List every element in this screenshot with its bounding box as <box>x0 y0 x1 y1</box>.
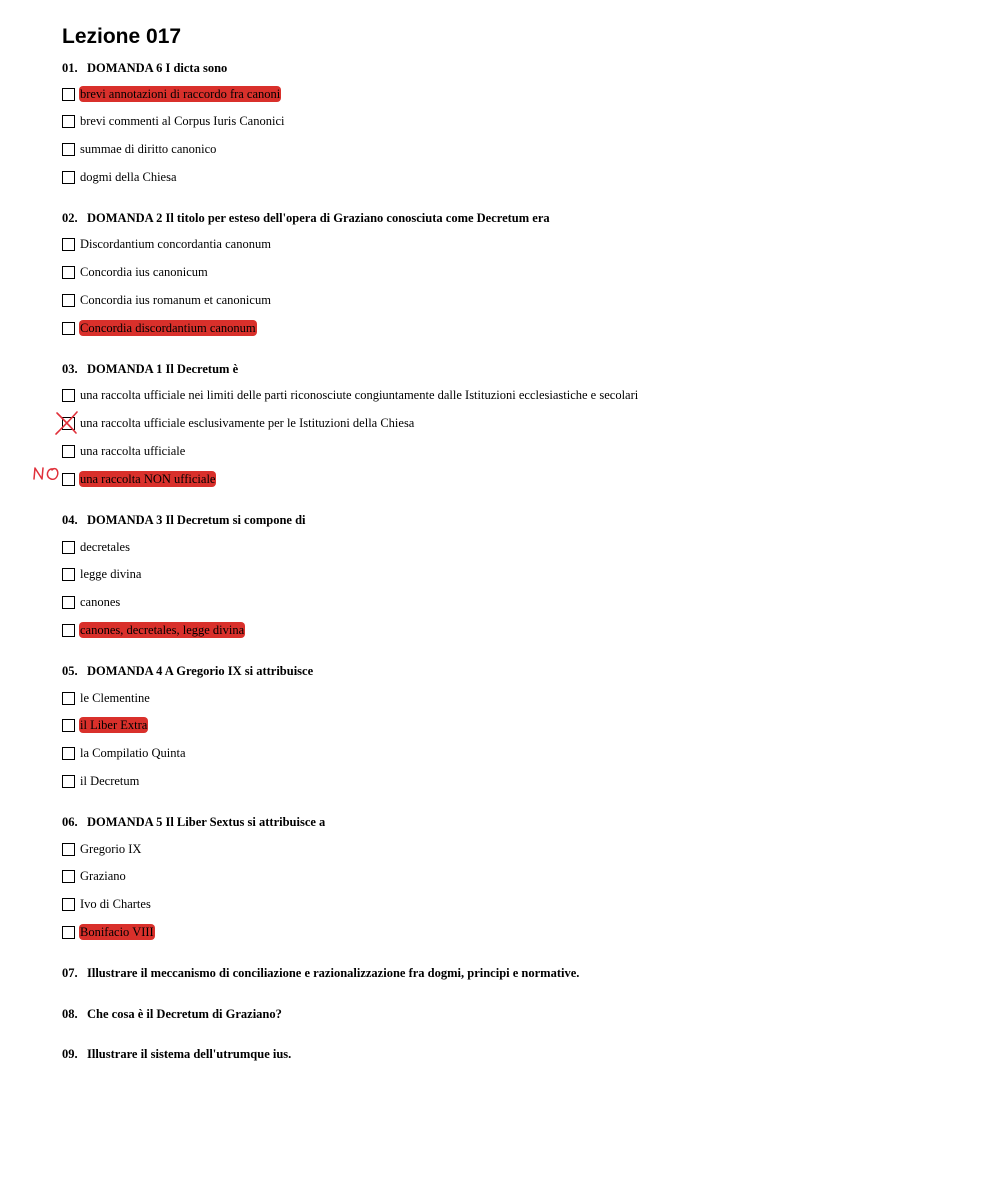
checkbox[interactable] <box>62 898 75 911</box>
option-label: Ivo di Chartes <box>80 897 151 911</box>
option-label: Discordantium concordantia canonum <box>80 237 271 251</box>
checkbox[interactable] <box>62 115 75 128</box>
question-3-heading <box>62 361 238 377</box>
question-text: DOMANDA 2 Il titolo per esteso dell'opera di Graziano conosciuta come Decretum era <box>87 211 550 225</box>
option-4b[interactable] <box>62 565 142 583</box>
option-label: Concordia ius canonicum <box>80 265 208 279</box>
option-6a[interactable] <box>62 840 142 858</box>
question-8-heading <box>62 1006 282 1022</box>
question-number: 06. <box>62 815 78 829</box>
checkbox[interactable] <box>62 417 75 430</box>
option-label: Concordia discordantium canonum <box>80 321 256 335</box>
question-text: Illustrare il meccanismo di conciliazione e razionalizzazione fra dogmi, principi e normative. <box>87 966 580 980</box>
option-6c[interactable] <box>62 895 152 913</box>
option-3c[interactable] <box>62 442 186 460</box>
option-label: dogmi della Chiesa <box>80 170 177 184</box>
option-1c[interactable] <box>62 140 217 158</box>
option-label: legge divina <box>80 567 142 581</box>
question-6-heading <box>62 814 325 830</box>
question-number: 02. <box>62 211 78 225</box>
option-label: una raccolta NON ufficiale <box>80 472 216 486</box>
checkbox[interactable] <box>62 294 75 307</box>
checkbox[interactable] <box>62 389 75 402</box>
checkbox[interactable] <box>62 719 75 732</box>
page-title: Lezione 017 <box>62 25 182 48</box>
checkbox[interactable] <box>62 171 75 184</box>
question-text: DOMANDA 3 Il Decretum si compone di <box>87 513 306 527</box>
option-4a[interactable] <box>62 538 131 556</box>
checkbox[interactable] <box>62 238 75 251</box>
option-label: brevi annotazioni di raccordo fra canoni <box>80 87 281 101</box>
option-5a[interactable] <box>62 689 151 707</box>
option-label: Bonifacio VIII <box>80 925 154 939</box>
option-3a[interactable] <box>62 386 639 404</box>
question-2-heading <box>62 210 550 226</box>
question-number: 09. <box>62 1047 78 1061</box>
checkbox[interactable] <box>62 541 75 554</box>
checkbox[interactable] <box>62 445 75 458</box>
option-5d[interactable] <box>62 772 140 790</box>
checkbox[interactable] <box>62 624 75 637</box>
option-1a[interactable] <box>62 85 281 103</box>
option-label: summae di diritto canonico <box>80 142 217 156</box>
option-label: decretales <box>80 540 130 554</box>
option-5b[interactable] <box>62 716 148 734</box>
option-3b[interactable] <box>62 414 415 432</box>
checkbox[interactable] <box>62 692 75 705</box>
question-number: 07. <box>62 966 78 980</box>
option-6b[interactable] <box>62 867 127 885</box>
checkbox[interactable] <box>62 88 75 101</box>
option-label: il Decretum <box>80 774 140 788</box>
option-label: Graziano <box>80 869 126 883</box>
handwritten-no-note <box>32 464 62 484</box>
option-label: Gregorio IX <box>80 842 142 856</box>
checkbox[interactable] <box>62 870 75 883</box>
checkbox[interactable] <box>62 596 75 609</box>
option-label: Concordia ius romanum et canonicum <box>80 293 271 307</box>
question-text: Illustrare il sistema dell'utrumque ius. <box>87 1047 292 1061</box>
checkbox[interactable] <box>62 143 75 156</box>
checkbox[interactable] <box>62 775 75 788</box>
question-text: DOMANDA 6 I dicta sono <box>87 61 228 75</box>
checkbox[interactable] <box>62 926 75 939</box>
option-label: le Clementine <box>80 691 150 705</box>
option-label: canones <box>80 595 121 609</box>
question-number: 05. <box>62 664 78 678</box>
question-5-heading <box>62 663 313 679</box>
option-label: canones, decretales, legge divina <box>80 623 245 637</box>
option-2b[interactable] <box>62 263 209 281</box>
question-number: 03. <box>62 362 78 376</box>
option-5c[interactable] <box>62 744 187 762</box>
checkbox[interactable] <box>62 322 75 335</box>
question-number: 08. <box>62 1007 78 1021</box>
checkbox[interactable] <box>62 843 75 856</box>
checkbox[interactable] <box>62 747 75 760</box>
option-label: il Liber Extra <box>80 718 148 732</box>
option-1b[interactable] <box>62 112 285 130</box>
option-4c[interactable] <box>62 593 121 611</box>
option-label: una raccolta ufficiale <box>80 444 186 458</box>
question-7-heading <box>62 965 579 981</box>
question-4-heading <box>62 512 306 528</box>
option-6d[interactable] <box>62 923 155 941</box>
option-label: la Compilatio Quinta <box>80 746 186 760</box>
question-number: 04. <box>62 513 78 527</box>
option-2c[interactable] <box>62 291 272 309</box>
checkbox[interactable] <box>62 473 75 486</box>
question-text: DOMANDA 1 Il Decretum è <box>87 362 239 376</box>
question-text: DOMANDA 5 Il Liber Sextus si attribuisce a <box>87 815 326 829</box>
question-1-heading <box>62 60 227 76</box>
question-9-heading <box>62 1046 291 1062</box>
option-label: una raccolta ufficiale nei limiti delle parti riconosciute congiuntamente dalle Istituzioni ecclesiastiche e secolari <box>80 388 639 402</box>
option-2d[interactable] <box>62 319 257 337</box>
option-2a[interactable] <box>62 235 272 253</box>
option-4d[interactable] <box>62 621 245 639</box>
checkbox[interactable] <box>62 266 75 279</box>
option-label: una raccolta ufficiale esclusivamente per le Istituzioni della Chiesa <box>80 416 415 430</box>
question-number: 01. <box>62 61 78 75</box>
option-3d[interactable] <box>62 470 216 488</box>
checkbox[interactable] <box>62 568 75 581</box>
option-1d[interactable] <box>62 168 178 186</box>
question-text: Che cosa è il Decretum di Graziano? <box>87 1007 282 1021</box>
question-text: DOMANDA 4 A Gregorio IX si attribuisce <box>87 664 314 678</box>
option-label: brevi commenti al Corpus Iuris Canonici <box>80 114 285 128</box>
